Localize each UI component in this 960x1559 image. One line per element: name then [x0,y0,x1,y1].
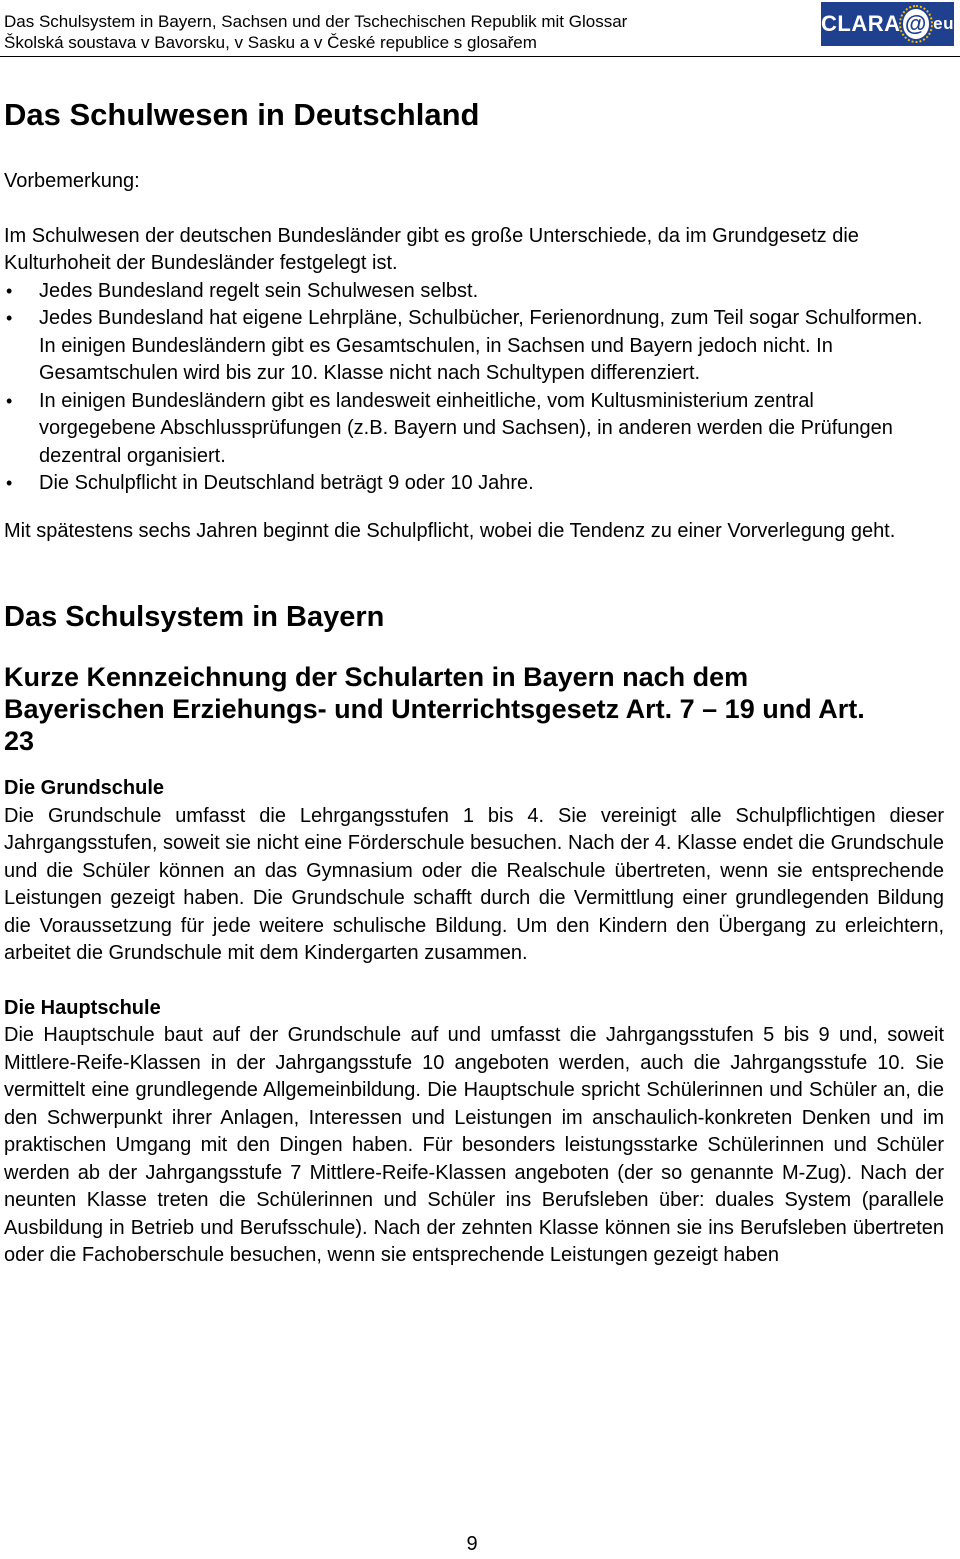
logo-text-at: @ [904,11,927,36]
header-divider [0,56,960,57]
logo-text-clara: CLARA [821,11,901,36]
header-title-czech: Školská soustava v Bavorsku, v Sasku a v České republice s glosařem [4,33,537,52]
paragraph-grundschule: Die Grundschule umfasst die Lehrgangsstufen 1 bis 4. Sie vereinigt alle Schulpflichtigen dieser Jahrgangsstufen, soweit sie nicht eine Förderschule besuchen. Nach der 4. Klasse endet die Grundschule und die Schüler können an das Gymnasium oder die Realschule übertreten, wenn sie entsprechende Leistungen gezeigt haben. Die Grundschule schafft durch die Vermittlung einer grundlegenden Bildung die Voraussetzung für jede weitere schulische Bildung. Um den Kindern den Übergang zu erleichtern, arbeitet die Grundschule mit dem Kindergarten zusammen. [4,804,944,964]
section-subtitle: Kurze Kennzeichnung der Schularten in Bayern nach dem Bayerischen Erziehungs- und Unterrichtsgesetz Art. 7 – 19 und Art. 23 [4,662,865,756]
header-title-german: Das Schulsystem in Bayern, Sachsen und der Tschechischen Republik mit Glossar [4,12,628,31]
clara-eu-logo [821,2,954,46]
eu-stars-icon [899,5,934,43]
logo-at-icon [903,9,930,39]
section-title-bayern: Das Schulsystem in Bayern [4,601,385,633]
list-item: • Die Schulpflicht in Deutschland beträgt 9 oder 10 Jahre. [4,470,944,498]
bullet-list [4,278,944,498]
page-header [4,11,804,53]
section-title-deutschland: Das Schulwesen in Deutschland [4,97,480,132]
paragraph-hauptschule: Die Hauptschule baut auf der Grundschule auf und umfasst die Jahrgangsstufen 5 bis 9 und, soweit Mittlere-Reife-Klassen in der Jahrgangsstufe 10 angeboten werden, auch die Jahrgangsstufe 10. Sie vermittelt eine grundlegende Allgemeinbildung. Die Hauptschule spricht Schülerinnen und Schüler an, die den Schwerpunkt ihrer Anlagen, Interessen und Leistungen im anschaulich-konkreten Denken und im praktischen Umgang mit den Dingen haben. Für besonders leistungsstarke Schülerinnen und Schüler werden ab der Jahrgangsstufe 7 Mittlere-Reife-Klassen angeboten (der so genannte M-Zug). Nach der neunten Klasse treten die Schülerinnen und Schüler ins Berufsleben über: duales System (parallele Ausbildung in Betrieb und Berufsschule). Nach der zehnten Klasse können sie ins Berufsleben übertreten oder die Fachoberschule besuchen, wenn sie entsprechende Leistungen gezeigt haben [4,1024,944,1266]
intro-paragraph: Im Schulwesen der deutschen Bundesländer gibt es große Unterschiede, da im Grundgesetz die Kulturhoheit der Bundesländer festgelegt ist. [4,224,859,274]
heading-grundschule: Die Grundschule [4,777,165,799]
preface-label: Vorbemerkung: [4,170,140,192]
logo-text-eu: eu [933,14,954,33]
list-item: • Jedes Bundesland regelt sein Schulwesen selbst. [4,278,944,306]
document-body [4,96,944,1270]
closing-paragraph: Mit spätestens sechs Jahren beginnt die Schulpflicht, wobei die Tendenz zu einer Vorverlegung geht. [4,519,896,542]
heading-hauptschule: Die Hauptschule [4,996,161,1019]
list-item: • In einigen Bundesländern gibt es landesweit einheitliche, vom Kultusministerium zentral vorgegebene Abschlussprüfungen (z.B. Bayern und Sachsen), in anderen werden die Prüfungen dezentral organisiert. [4,388,944,471]
list-item: • Jedes Bundesland hat eigene Lehrpläne, Schulbücher, Ferienordnung, zum Teil sogar Schulformen. In einigen Bundesländern gibt es Gesamtschulen, in Sachsen und Bayern jedoch nicht. In Gesamtschulen wird bis zur 10. Klasse nicht nach Schultypen differenziert. [4,305,944,388]
page-number: 9 [466,1533,478,1555]
